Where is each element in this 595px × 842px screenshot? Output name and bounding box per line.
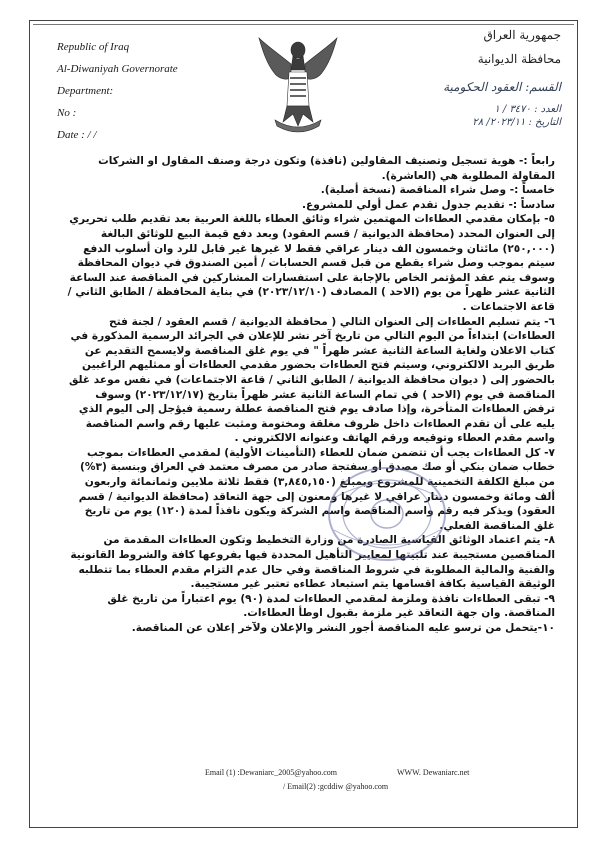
number-field-en: No : — [57, 107, 77, 119]
letterhead-arabic — [421, 28, 561, 130]
paragraph-fifth: خامساً :- وصل شراء المناقصة (نسخة أصلية). — [320, 184, 555, 197]
footer-contacts-row1 — [205, 768, 469, 777]
iraq-eagle-emblem — [257, 34, 339, 139]
paragraph-item-6: ٦- يتم تسليم العطاءات إلى العنوان التالي ( محافظة الديوانية / قسم العقود / لجنة فتح العطاءات) ابتداءاً من اليوم التالي من تاريخ آخر نشر للإعلان في الجرائد الرسمية المذكورة في كتاب الاعلان ولغاية الساعة الثانية عشر ظهراً " في يوم غلق المناقصة ولايسمح التقديم عن طريق البريد الالكتروني، وسيتم فتح العطاءات بحضور مقدمي العطاءات أو ممثليهم الراغبين بالحضور إلى ( ديوان محافظة الديوانية / الطابق الثاني / قاعة الاجتماعات) في نفس موعد غلق المناقصة في يوم (الاحد ) في تمام الساعة الثانية عشر ظهراً بتاريخ (٢٠٢٣/١٢/١٧) وسوف ترفض العطاءات المتأخرة، وإذا صادف يوم فتح المناقصة عطلة رسمية فيؤجل إلى اليوم الذي يليه على أن تقدم العطاءات داخل ظروف مغلقة ومختومة ومثبت عليها رقم واسم المناقصة واسم مقدم العطاء وتوقيعه ورقم الهاتف وعنوانه الالكتروني . — [68, 315, 555, 445]
paragraph-item-7: ٧- كل العطاءات يجب أن تتضمن ضمان للعطاء (التأمينات الأولية) لمقدمي العطاءات بموجب خطاب ضمان بنكي أو صك مصدق أو سفتجة صادر من مصرف معتمد في العراق وبنسبة (٣%) من مبلغ الكلفة التخمينية للمشروع وبمبلغ (٣,٨٤٥,١٥٠) فقط ثلاثة ملايين وثمانمائة واربعون ألف ومائة وخمسون دينار عراقي لا غيرها ومعنون إلى جهة التعاقد (محافظة الديوانية / قسم العقود) ويذكر فيه رقم واسم المناقصة واسم الشركة ويكون نافذاً لمدة (١٢٠) يوم من تاريخ غلق المناقصة الفعلي. — [78, 446, 555, 532]
letter-body — [65, 154, 555, 636]
date-field-en: Date : / / — [57, 129, 97, 141]
governorate-name-en: Al-Diwaniyah Governorate — [57, 63, 178, 75]
number-field-ar: العدد : ٣٤٧٠ / ١ — [494, 104, 561, 115]
top-rule — [33, 24, 574, 27]
department-field-en: Department: — [57, 85, 114, 97]
letterhead-english — [57, 36, 178, 146]
department-field-ar: القسم: العقود الحكومية — [443, 80, 561, 94]
email-2[interactable]: / Email(2) :gcddiw @yahoo.com — [283, 782, 389, 791]
paragraph-item-8: ٨- يتم اعتماد الوثائق القياسية الصادرة من وزارة التخطيط وتكون العطاءات المقدمة من المناقصين مستجيبة عند تلبيتها لمعايير التأهيل المحددة فيها بفروعها كافة والشروط القانونية والفنية والمالية المطلوبة في شروط المناقصة وفي حال عدم التزام مقدم العطاء بما تتطلبه الوثيقة القياسية بكافة اقسامها يتم استبعاد عطاءه تعتبر غير مستجيبة. — [70, 534, 555, 591]
governorate-name-ar: محافظة الديوانية — [477, 52, 561, 66]
website-link[interactable]: WWW. Dewaniarc.net — [397, 768, 470, 777]
email-1[interactable]: Email (1) :Dewaniarc_2005@yahoo.com — [205, 768, 337, 777]
paragraph-item-9: ٩- تبقى العطاءات نافذة وملزمة لمقدمي العطاءات لمدة (٩٠) يوم اعتباراً من تاريخ غلق المناقصة. وان جهة التعاقد غير ملزمة بقبول اوطأ العطاءات. — [107, 592, 555, 620]
paragraph-fourth: رابعاً :- هوية تسجيل وتصنيف المقاولين (نافذة) وتكون درجة وصنف المقاول او الشركات المقاولة المطلوبة هي (العاشرة). — [98, 155, 555, 182]
paragraph-sixth: سادساً :- تقديم جدول تقدم عمل أولي للمشروع. — [301, 198, 555, 211]
country-name-en: Republic of Iraq — [57, 41, 130, 53]
date-field-ar: التاريخ : ٢٠٢٣/١١/ ٢٨ — [472, 117, 561, 128]
paragraph-item-5: ٥- بإمكان مقدمي العطاءات المهتمين شراء وثائق العطاء باللغة العربية بعد تقديم طلب تحريري إلى العنوان المحدد (محافظة الديوانية / قسم العقود) وبعد دفع قيمة البيع للوثائق البالغة (٢٥٠,٠٠٠) مائتان وخمسون الف دينار عراقي فقط لا غيرها غير قابل للرد وان أسلوب الدفع سيتم بموجب وصل شراء يقطع من قبل قسم الحسابات / أمين الصندوق في ديوان المحافظة وسوف يتم عقد المؤتمر الخاص بالإجابة على استفسارات المشاركين في المناقصة عند الساعة الثانية عشر ظهراً من يوم (الاحد ) المصادف (٢٠٢٣/١٢/١٠) في بناية المحافظة / الطابق الثاني / قاعة الاجتماعات . — [67, 213, 555, 313]
country-name-ar: جمهورية العراق — [483, 28, 561, 42]
official-seal-stamp — [312, 458, 462, 570]
paragraph-item-10: ١٠-يتحمل من ترسو عليه المناقصة أجور النشر والإعلان ولآخر إعلان عن المناقصة. — [131, 622, 555, 634]
